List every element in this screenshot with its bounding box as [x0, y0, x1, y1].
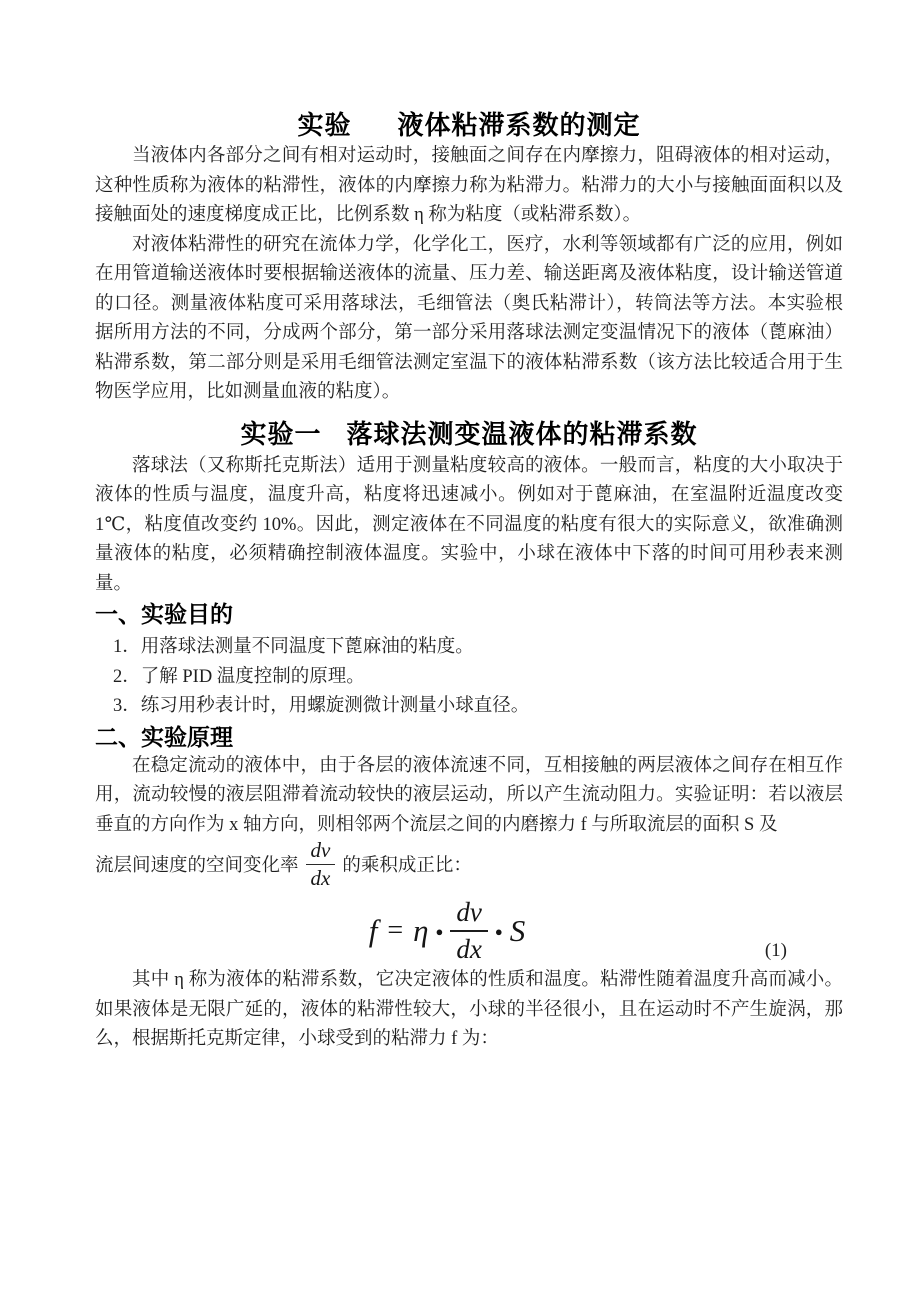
multiplication-dot-icon: ● — [494, 923, 503, 939]
purpose-item-3: 3．练习用秒表计时，用螺旋测微计测量小球直径。 — [113, 696, 530, 717]
inline-fraction-denominator: dx — [306, 864, 336, 889]
document-title — [95, 108, 843, 142]
purpose-item-2: 2．了解 PID 温度控制的原理。 — [113, 666, 365, 687]
experiment1-heading-part-1: 实验一 — [240, 418, 322, 449]
experiment1-heading-part-2: 落球法测变温液体的粘滞系数 — [346, 418, 698, 449]
intro-paragraph-1: 当液体内各部分之间有相对运动时，接触面之间存在内摩擦力，阻碍液体的相对运动，这种性质称为液体的粘滞性，液体的内摩擦力称为粘滞力。粘滞力的大小与接触面面积以及接触面处的速度梯度成正比，比例系数 η 称为粘度（或粘滞系数）。 — [95, 146, 843, 225]
formula-eta: η — [413, 913, 429, 949]
purpose-heading: 一、实验目的 — [95, 601, 233, 627]
formula-rhs: S — [509, 913, 526, 949]
formula-fraction-denominator: dx — [450, 930, 487, 963]
equation-number: (1) — [764, 940, 787, 962]
fraction-line-prefix: 流层间速度的空间变化率 — [95, 856, 299, 877]
formula-fraction — [450, 899, 487, 963]
inline-fraction — [306, 837, 336, 890]
equals-sign: = — [387, 915, 404, 947]
intro-paragraph-2: 对液体粘滞性的研究在流体力学，化学化工，医疗，水利等领域都有广泛的应用，例如在用管道输送液体时要根据输送液体的流量、压力差、输送距离及液体粘度，设计输送管道的口径。测量液体粘度可采用落球法，毛细管法（奥氏粘滞计），转筒法等方法。本实验根据所用方法的不同，分成两个部分，第一部分采用落球法测定变温情况下的液体（蓖麻油）粘滞系数，第二部分则是采用毛细管法测定室温下的液体粘滞系数（该方法比较适合用于生物医学应用，比如测量血液的粘度）。 — [95, 234, 843, 402]
equation-1 — [369, 899, 526, 963]
principle-heading: 二、实验原理 — [95, 723, 233, 750]
title-part-1: 实验 — [297, 110, 352, 140]
fraction-line-suffix: 的乘积成正比： — [342, 856, 472, 877]
equation-1-row — [95, 896, 843, 966]
title-part-2: 液体粘滞系数的测定 — [397, 110, 641, 140]
multiplication-dot-icon: ● — [435, 923, 444, 939]
fraction-line — [95, 837, 843, 890]
formula-lhs: f — [368, 913, 378, 949]
experiment1-intro-paragraph: 落球法（又称斯托克斯法）适用于测量粘度较高的液体。一般而言，粘度的大小取决于液体的性质与温度，温度升高，粘度将迅速减小。例如对于蓖麻油，在室温附近温度改变1℃，粘度值改变约 10%。因此，测定液体在不同温度的粘度有很大的实际意义，欲准确测量液体的粘度，必须精确控制液体温度。实验中，小球在液体中下落的时间可用秒表来测量。 — [95, 455, 843, 594]
purpose-list — [113, 633, 843, 722]
formula-fraction-numerator: dv — [456, 897, 482, 928]
principle-paragraph-2: 其中 η 称为液体的粘滞系数，它决定液体的性质和温度。粘滞性随着温度升高而减小。如果液体是无限广延的，液体的粘滞性较大，小球的半径很小，且在运动时不产生旋涡，那么，根据斯托克斯定律，小球受到的粘滞力 f 为： — [95, 970, 843, 1050]
purpose-item-1: 1．用落球法测量不同温度下蓖麻油的粘度。 — [113, 637, 474, 657]
experiment1-heading — [95, 416, 843, 452]
principle-paragraph-1: 在稳定流动的液体中，由于各层的液体流速不同，互相接触的两层液体之间存在相互作用，流动较慢的液层阻滞着流动较快的液层运动，所以产生流动阻力。实验证明：若以液层垂直的方向作为 x 轴方向，则相邻两个流层之间的内磨擦力 f 与所取流层的面积 S 及 — [95, 755, 843, 835]
inline-fraction-numerator: dv — [310, 837, 331, 862]
